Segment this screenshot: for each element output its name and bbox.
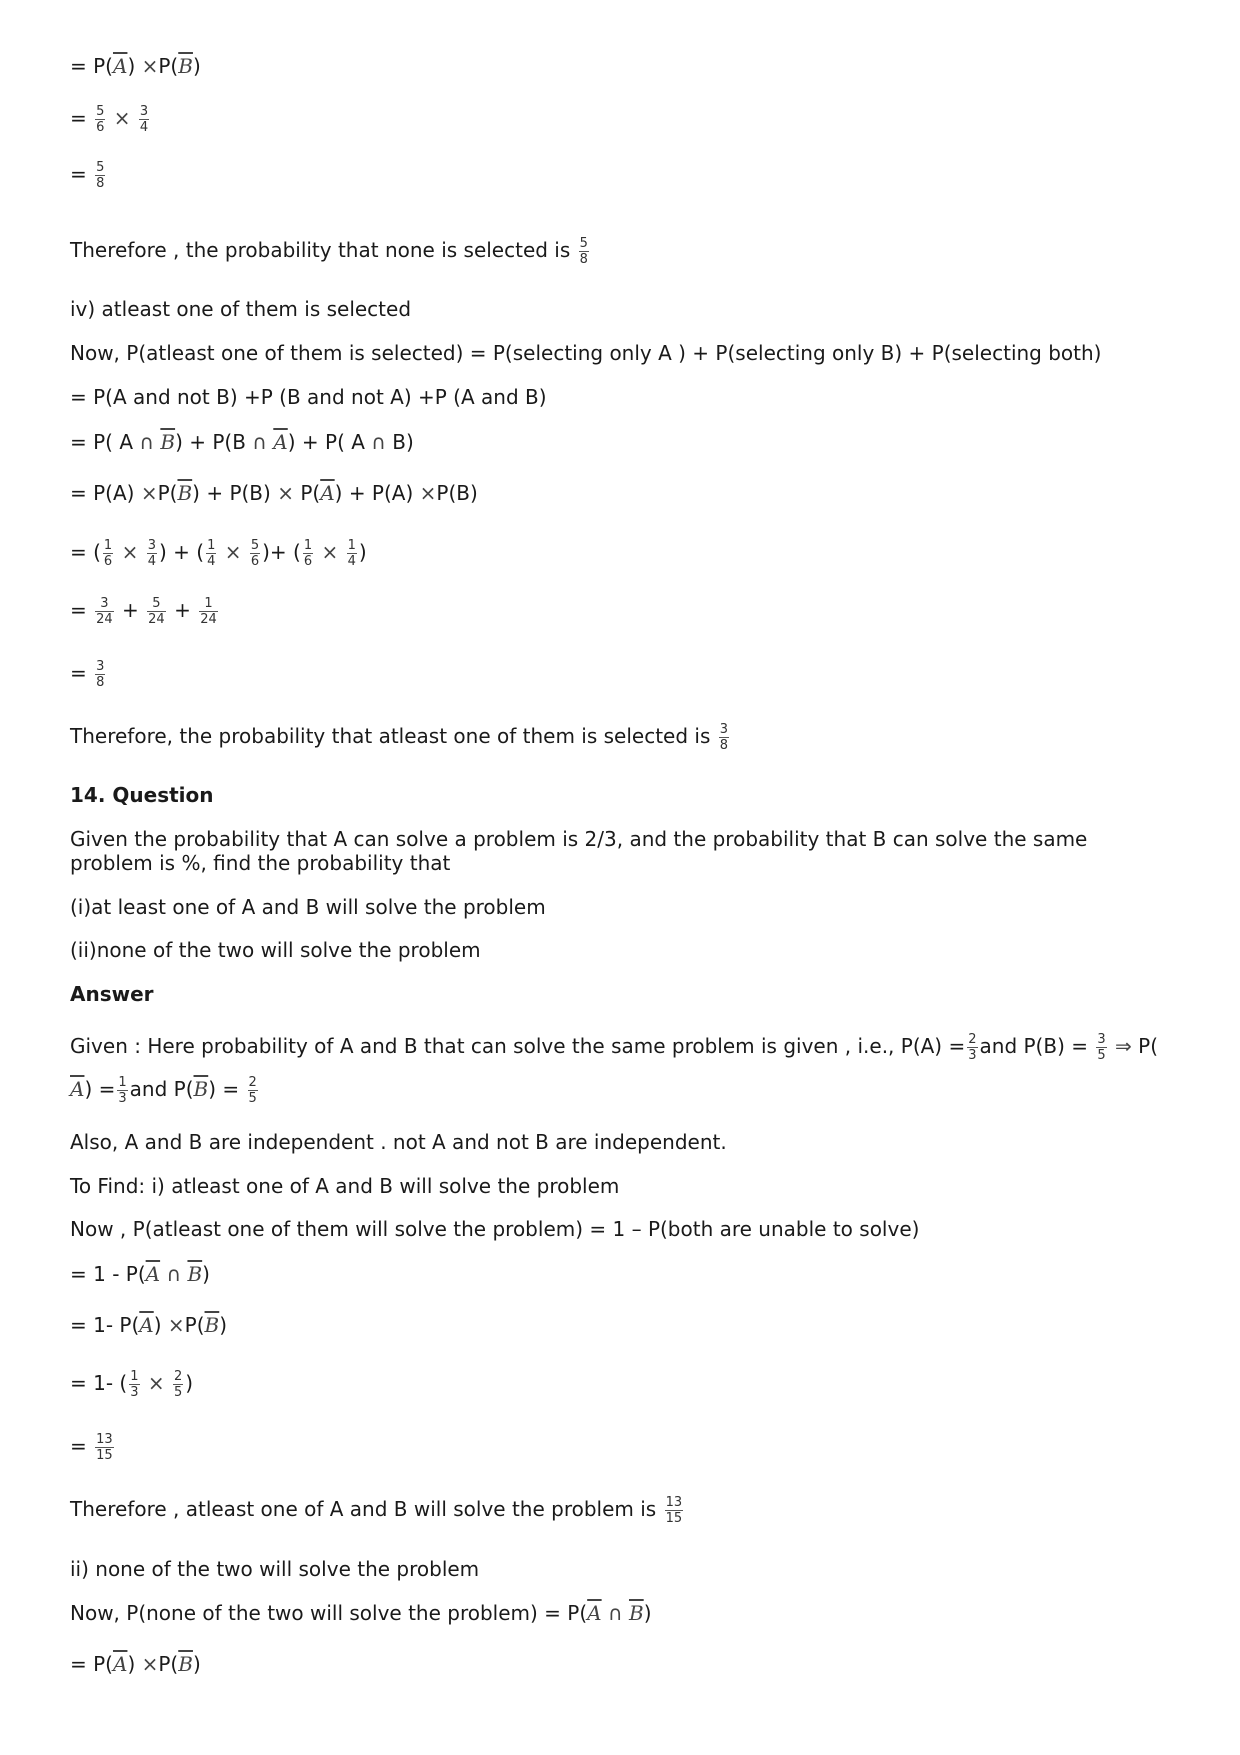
text: and P(B) = bbox=[979, 1034, 1089, 1058]
text: and P( bbox=[129, 1077, 194, 1101]
fraction: $\frac{3}{4}$ bbox=[147, 538, 156, 569]
question-text: Given the probability that A can solve a problem is 2/3, and the probability that B can solve the same problem is %, find the probability that bbox=[70, 827, 1088, 875]
b-bar: $\overline{B}$ bbox=[178, 54, 193, 78]
intersection-symbol: ∩ bbox=[252, 430, 267, 454]
equation-line bbox=[70, 1432, 116, 1463]
times-symbol: × bbox=[167, 1313, 185, 1337]
a-bar: $\overline{A}$ bbox=[145, 1262, 161, 1286]
times-symbol: × bbox=[321, 540, 339, 564]
a-bar: $\overline{A}$ bbox=[320, 481, 335, 505]
text: ) bbox=[158, 540, 167, 564]
text: = P(A) bbox=[70, 481, 141, 505]
text: = P( A bbox=[70, 430, 140, 454]
b-bar: $\overline{B}$ bbox=[160, 430, 176, 454]
fraction: $\frac{1}{24}$ bbox=[200, 596, 217, 627]
text: ) bbox=[192, 54, 201, 78]
text: ) + P(B) bbox=[192, 481, 278, 505]
fraction: $\frac{1}{6}$ bbox=[103, 538, 113, 569]
fraction: $\frac{1}{3}$ bbox=[118, 1075, 127, 1106]
text: ) bbox=[127, 54, 142, 78]
conclusion-line bbox=[70, 722, 731, 753]
b-bar: $\overline{B}$ bbox=[177, 481, 193, 505]
text: P( bbox=[293, 481, 321, 505]
subpart-heading: iv) atleast one of them is selected bbox=[70, 297, 412, 321]
equation-line bbox=[70, 1262, 210, 1286]
text: + bbox=[174, 598, 191, 622]
text: ) bbox=[219, 1313, 228, 1337]
text: Now, P(none of the two will solve the problem) = P( bbox=[70, 1601, 588, 1625]
given-line bbox=[70, 1075, 260, 1106]
times-symbol: × bbox=[277, 481, 294, 505]
fraction: $\frac{5}{6}$ bbox=[250, 538, 260, 569]
text: ) = bbox=[84, 1077, 116, 1101]
text: ) bbox=[358, 540, 367, 564]
text: = ( bbox=[70, 540, 101, 564]
given-line bbox=[70, 1032, 1158, 1063]
text: ) bbox=[192, 1652, 201, 1676]
equation-line bbox=[70, 481, 478, 505]
text: = bbox=[70, 162, 87, 186]
times-symbol: × bbox=[419, 481, 437, 505]
b-bar: $\overline{B}$ bbox=[187, 1262, 203, 1286]
a-bar: $\overline{A}$ bbox=[112, 54, 128, 78]
fraction: $\frac{1}{3}$ bbox=[130, 1369, 139, 1400]
text: Therefore , atleast one of A and B will solve the problem is bbox=[70, 1497, 657, 1521]
text: P( bbox=[158, 1652, 179, 1676]
text: = 1- P( bbox=[70, 1313, 140, 1337]
text: ) = bbox=[208, 1077, 240, 1101]
times-symbol: × bbox=[141, 54, 159, 78]
fraction: $\frac{2}{5}$ bbox=[248, 1075, 257, 1106]
text: P( bbox=[157, 481, 178, 505]
equation-line bbox=[70, 1652, 201, 1676]
equation-line bbox=[70, 160, 107, 191]
text: B) bbox=[385, 430, 414, 454]
text: Given : Here probability of A and B that can solve the same problem is given , i.e., P(A) = bbox=[70, 1034, 966, 1058]
intersection-symbol: ∩ bbox=[371, 430, 386, 454]
text: P( bbox=[1138, 1034, 1159, 1058]
fraction: $\frac{3}{5}$ bbox=[1097, 1032, 1106, 1063]
text: = P( bbox=[70, 54, 113, 78]
text: = 1- ( bbox=[70, 1371, 128, 1395]
intersection-symbol: ∩ bbox=[139, 430, 155, 454]
fraction: $\frac{1}{6}$ bbox=[303, 538, 313, 569]
intersection-symbol: ∩ bbox=[166, 1262, 182, 1286]
text: P(B) bbox=[436, 481, 478, 505]
b-bar: $\overline{B}$ bbox=[628, 1601, 644, 1625]
times-symbol: × bbox=[224, 540, 242, 564]
text: ) + P( A bbox=[287, 430, 372, 454]
fraction: $\frac{3}{24}$ bbox=[96, 596, 113, 627]
question-part: (i)at least one of A and B will solve the problem bbox=[70, 895, 546, 919]
text: )+ ( bbox=[262, 540, 301, 564]
conclusion-line bbox=[70, 236, 591, 267]
times-symbol: × bbox=[121, 540, 139, 564]
intersection-symbol: ∩ bbox=[607, 1601, 623, 1625]
fraction: $\frac{13}{15}$ bbox=[665, 1495, 683, 1526]
text: + bbox=[122, 598, 139, 622]
equation-line bbox=[70, 538, 367, 569]
equation-line bbox=[70, 1369, 193, 1400]
question-heading: 14. Question bbox=[70, 783, 214, 807]
text: Therefore, the probability that atleast one of them is selected is bbox=[70, 724, 711, 748]
text-line: To Find: i) atleast one of A and B will solve the problem bbox=[70, 1174, 620, 1198]
equation-line bbox=[70, 1601, 652, 1625]
text: + ( bbox=[166, 540, 205, 564]
text: ) bbox=[127, 1652, 142, 1676]
equation-line bbox=[70, 596, 220, 627]
answer-heading: Answer bbox=[70, 982, 154, 1006]
fraction: $\frac{1}{4}$ bbox=[207, 538, 216, 569]
text-line: Also, A and B are independent . not A and not B are independent. bbox=[70, 1130, 727, 1154]
fraction: $\frac{3}{4}$ bbox=[139, 104, 149, 135]
question-part: (ii)none of the two will solve the problem bbox=[70, 938, 481, 962]
conclusion-line bbox=[70, 1495, 685, 1526]
text: Therefore , the probability that none is selected is bbox=[70, 238, 571, 262]
fraction: $\frac{5}{8}$ bbox=[96, 160, 105, 191]
text: = bbox=[70, 661, 87, 685]
text: ) bbox=[643, 1601, 652, 1625]
equation-line bbox=[70, 54, 201, 78]
fraction: $\frac{13}{15}$ bbox=[96, 1432, 113, 1463]
fraction: $\frac{5}{24}$ bbox=[148, 596, 165, 627]
fraction: $\frac{5}{8}$ bbox=[579, 236, 588, 267]
text-line: Now, P(atleast one of them is selected) = P(selecting only A ) + P(selecting only B) + P(selecting both) bbox=[70, 341, 1102, 365]
equation-line bbox=[70, 430, 414, 454]
text: = bbox=[70, 1434, 87, 1458]
text: ) bbox=[202, 1262, 210, 1286]
text: ) bbox=[185, 1371, 194, 1395]
text: ) + P(B bbox=[175, 430, 253, 454]
fraction: $\frac{2}{3}$ bbox=[968, 1032, 977, 1063]
fraction: $\frac{3}{8}$ bbox=[719, 722, 729, 753]
text: P( bbox=[158, 54, 179, 78]
a-bar: $\overline{A}$ bbox=[139, 1313, 154, 1337]
equation-line bbox=[70, 104, 151, 135]
text-line: = P(A and not B) +P (B and not A) +P (A and B) bbox=[70, 385, 547, 409]
times-symbol: × bbox=[141, 1652, 159, 1676]
a-bar: $\overline{A}$ bbox=[70, 1077, 85, 1101]
text: = bbox=[70, 598, 87, 622]
times-symbol: × bbox=[113, 106, 131, 130]
text: = 1 - P( bbox=[70, 1262, 146, 1286]
equation-line bbox=[70, 1313, 227, 1337]
fraction: $\frac{1}{4}$ bbox=[347, 538, 356, 569]
a-bar: $\overline{A}$ bbox=[273, 430, 288, 454]
fraction: $\frac{3}{8}$ bbox=[96, 659, 105, 690]
a-bar: $\overline{A}$ bbox=[112, 1652, 128, 1676]
times-symbol: × bbox=[147, 1371, 165, 1395]
subpart-heading: ii) none of the two will solve the problem bbox=[70, 1557, 480, 1581]
text-line: Now , P(atleast one of them will solve the problem) = 1 – P(both are unable to solve) bbox=[70, 1217, 920, 1241]
b-bar: $\overline{B}$ bbox=[204, 1313, 220, 1337]
b-bar: $\overline{B}$ bbox=[193, 1077, 209, 1101]
text: = P( bbox=[70, 1652, 113, 1676]
fraction: $\frac{5}{6}$ bbox=[96, 104, 105, 135]
equation-line bbox=[70, 659, 107, 690]
text: ) + P(A) bbox=[334, 481, 420, 505]
implies-symbol: ⇒ bbox=[1115, 1034, 1132, 1058]
text: = bbox=[70, 106, 87, 130]
times-symbol: × bbox=[140, 481, 158, 505]
fraction: $\frac{2}{5}$ bbox=[173, 1369, 183, 1400]
text: P( bbox=[184, 1313, 205, 1337]
text: ) bbox=[153, 1313, 168, 1337]
b-bar: $\overline{B}$ bbox=[178, 1652, 193, 1676]
a-bar: $\overline{A}$ bbox=[587, 1601, 602, 1625]
